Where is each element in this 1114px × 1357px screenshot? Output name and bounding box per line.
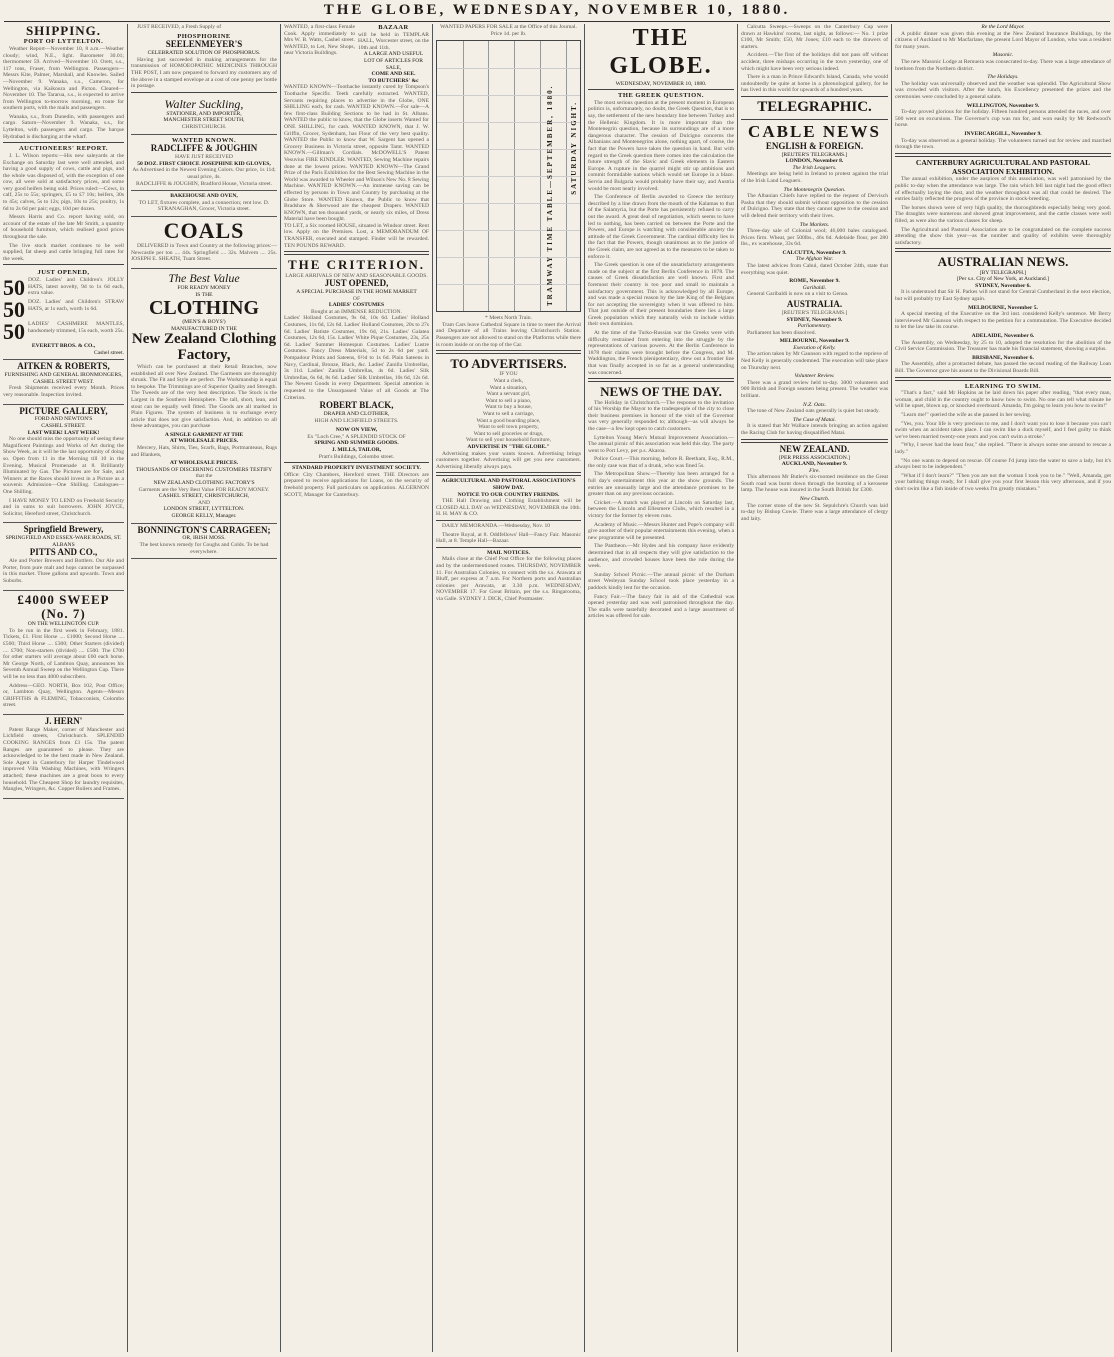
masthead: THE GLOBE, WEDNESDAY, NOVEMBER 10, 1880. xyxy=(323,2,791,18)
article-heading: CANTERBURY AGRICULTURAL AND PASTORAL ASSOCIATION EXHIBITION. xyxy=(915,157,1091,176)
column-3b: WANTED PAPERS FOR SALE at the Office of this Journal. Price 1d. per lb. TRAMWAY TIME TABLE—SEPTEMBER, 1880. SATURDAY NIGHT. * Meets North Train. Tram Cars leave Cathedral Square in time to meet the Arrival and Departure of all Trains leaving Christchurch Station. Passengers are not allowed to stand on the Platforms while there is room inside or on the top of the Car. TO ADVERTISERS. IF YOU Want a clerk, Want a situation, Want a servant girl, Want to sell a piano, Want to buy a house, Want to sell a carriage, Want a good boarding place, Want to sell town property, Want to sell groceries or drugs, Want to sell your household furniture, ADVERTISE IN "THE GLOBE." Advertising makes your wants known. Advertising brings customers together. Advertising will get you new customers. Advertising liberally always pays. AGRICULTURAL AND PASTORAL ASSOCIATION'S SHOW DAY. NOTICE TO OUR COUNTRY FRIENDS. THE Hall Drawing and Clothing Establishment will be CLOSED ALL DAY on WEDNESDAY, NOVEMBER the 10th. H. H. MAY & CO. DAILY MEMORANDA.—Wednesday, Nov. 10 Theatre Royal, at 8. Oddfellows' Hall—Fancy Fair. Masonic Hall, at 8. Temple Hall—Bazaar. MAIL NOTICES. Mails close at the Chief Post Office for the following places and by the undermentioned routes. THURSDAY, NOVEMBER 11. For Australian Colonies, to connect with the s.s. Arawata at Bluff, per express at 7 a.m. For Northern ports and Australian colonies per Arawata, at 3.30 p.m. WEDNESDAY, NOVEMBER 17. For Great Britain, per the s.s. Ringarooma, via Galle. SYDNEY J. DICK, Chief Postmaster. xyxy=(436,24,581,602)
ad-radcliffe: WANTED KNOWN. RADCLIFFE & JOUGHIN HAVE JUST RECEIVED 50 DOZ. FIRST CHOICE JOSEPHINE KID GLOVES, As Advertised in the Newest Evening Colors. Our price, 1s 11d; usual price, 4s. RADCLIFFE & JOUGHIN, Bradford House, Victoria street. xyxy=(131,135,277,192)
section-heading: CABLE NEWS xyxy=(748,121,881,141)
paper-date: WEDNESDAY, NOVEMBER 10, 1880. xyxy=(615,80,707,87)
ad-subheading: MANUFACTURED IN THE xyxy=(171,325,237,332)
telegram-heading: The Afghan War. xyxy=(795,256,834,263)
ad-heading: The Best Value xyxy=(168,270,240,285)
column-2: JUST RECEIVED, a Fresh Supply of PHOSPHORINE SEELENMEYER'S CELEBRATED SOLUTION OF PHOSPHORUS. Having just succeeded in making arrangements for the transmission of HOMOEOPATHIC MEDICINES THROUGH THE POST, I am now prepared to forward my customers any of the above in a stamped envelope at a cost of one penny per bottle in postage. Walter Suckling, STATIONER, AND IMPORTER, MANCHESTER STREET SOUTH, CHRISTCHURCH. WANTED KNOWN. RADCLIFFE & JOUGHIN HAVE JUST RECEIVED 50 DOZ. FIRST CHOICE JOSEPHINE KID GLOVES, As Advertised in the Newest Evening Colors. Our price, 1s 11d; usual price, 4s. RADCLIFFE & JOUGHIN, Bradford House, Victoria street. BAKEHOUSE AND OVEN, TO LET, fixtures complete, and a connection; rent low. D. STRANAGHAN, Grocer, Victoria street. COALS DELIVERED in Town and Country at the following prices:— Newcastle per ton .... 44s. Springfield .... 32s. Malvern .... 25s. JOSEPH E. SHEATH, Tuam Street. The Best Value FOR READY MONEY IS THE CLOTHING (MEN'S & BOYS') MANUFACTURED IN THE New Zealand Clothing Factory, Which can be purchased at their Retail Branches, now established all over New Zealand. The Garments are thoroughly shrunk. The Fit and Style are perfect. The Workmanship is equal to bespoke. The Trimmings are of Superior Quality and Strength. The Tweeds are of the very best description. The Stock is the Largest in the Southern Hemisphere. The tall, short, lean, and stout can be equally well fitted. The Goods are all marked in Plain Figures. The system of business is to exchange every article that does not give satisfaction. And, in addition to all these advantages, you can purchase A SINGLE GARMENT AT THE AT WHOLESALE PRICES. Mercery, Hats, Shirts, Ties, Scarfs, Bags, Portmanteaus, Rugs and Blankets, AT WHOLESALE PRICES. THOUSANDS OF DISCERNING CUSTOMERS TESTIFY that the NEW ZEALAND CLOTHING FACTORY'S Garments are the Very Best Value FOR READY MONEY. CASHEL STREET, CHRISTCHURCH, AND LONDON STREET, LYTTELTON. GEORGE KELLY, Manager. BONNINGTON'S CARRAGEEN; OR, IRISH MOSS. The best known remedy for Coughs and Colds. To be had everywhere. xyxy=(128,24,280,1352)
port-heading: PORT OF LYTTELTON. xyxy=(23,38,104,46)
ad-heading: ROBERT BLACK, xyxy=(319,400,394,411)
daily-memoranda: DAILY MEMORANDA.—Wednesday, Nov. 10 xyxy=(442,522,551,529)
ad-subheading: CELEBRATED SOLUTION OF PHOSPHORUS. xyxy=(147,50,261,57)
ad-heading: JUST OPENED, xyxy=(37,269,90,277)
ad-number: 50 xyxy=(3,297,25,323)
dateline: SYDNEY, November 9. xyxy=(786,316,843,323)
telegram-heading: Masonic. xyxy=(992,52,1014,59)
ad-heading: THE CRITERION. xyxy=(287,257,426,273)
ad-advertiser: EVERETT BROS. & CO., xyxy=(31,343,96,350)
ad-hern: J. HERN' Patent Range Maker, corner of Manchester and Lichfield streets, Christchurch. SPLENDID COOKING RANGES from £3 15s. The patent Ranges are guaranteed to please. They are acknowledged to be the best made in New Zealand. Sole Agent in Canterbury for Harper Tindelwood improved Villa Washing Machines, with Wringers attached; these machines are a great boon to every household. The Cheapest Shop for laundry requisites, Mangles, Wringers, &c. Copper Boilers and Frames. xyxy=(3,715,124,799)
telegram-heading: Parliamentary. xyxy=(797,323,832,330)
ad-advertiser: RADCLIFFE & JOUGHIN xyxy=(150,143,258,154)
ad-number: 50 xyxy=(3,319,25,345)
dateline: INVERCARGILL, November 9. xyxy=(964,130,1042,137)
ad-clothing-factory: The Best Value FOR READY MONEY IS THE CLOTHING (MEN'S & BOYS') MANUFACTURED IN THE New Zealand Clothing Factory, Which can be purchased at their Retail Branches, now established all over New Zealand. The Garments are thoroughly shrunk. The Fit and Style are perfect. The Workmanship is equal to bespoke. The Trimmings are of Superior Quality and Strength. The Tweeds are of the very best description. The Stock is the Largest in the Southern Hemisphere. The tall, short, lean, and stout can be equally well fitted. The Goods are all marked in Plain Figures. The system of business is to exchange every article that does not give satisfaction. And, in addition to all these advantages, you can purchase A SINGLE GARMENT AT THE AT WHOLESALE PRICES. Mercery, Hats, Shirts, Ties, Scarfs, Bags, Portmanteaus, Rugs and Blankets, AT WHOLESALE PRICES. THOUSANDS OF DISCERNING CUSTOMERS TESTIFY that the NEW ZEALAND CLOTHING FACTORY'S Garments are the Very Best Value FOR READY MONEY. CASHEL STREET, CHRISTCHURCH, AND LONDON STREET, LYTTELTON. GEORGE KELLY, Manager. xyxy=(131,269,277,524)
ad-number: 50 xyxy=(3,275,25,301)
dateline: MELBOURNE, November 5. xyxy=(968,304,1038,311)
ad-address: CASHEL STREET. xyxy=(41,423,86,430)
ad-sweep: £4000 SWEEP (No. 7) ON THE WELLINGTON CUP. To be run in the first week in February, 1881. Tickets, £1. First Horse .... £1000; Second Horse .... £500; Third Horse .... £300; Other Starters (divided) .... £700; Non-starters (divided) .... £500. The £700 for other starters will average about £60 each horse. Mr George North, of Lambton Quay, announces his Seventh Annual Sweep on the Wellington Cup. There will be no less than 4000 subscribers. Address—GEO. NORTH, Box 102, Post Office; or, Lambton Quay, Wellington. Agents—Messrs GRIFFITHS & FLEMING, Tobacconists, Colombo street. xyxy=(3,591,124,715)
dateline: WELLINGTON, November 9. xyxy=(966,102,1040,109)
ad-subheading: OR, IRISH MOSS. xyxy=(182,535,226,542)
dateline: BRISBANE, November 6. xyxy=(972,354,1034,361)
dateline: AUCKLAND, November 9. xyxy=(781,461,848,468)
ad-title: New Zealand Clothing Factory, xyxy=(131,331,277,364)
section-heading: TELEGRAPHIC. xyxy=(757,98,872,115)
ad-tagline: AT WHOLESALE PRICES. xyxy=(169,438,239,445)
ad-bakehouse: BAKEHOUSE AND OVEN, TO LET, fixtures complete, and a connection; rent low. D. STRANAGHAN, Grocer, Victoria street. xyxy=(131,191,277,217)
paper-title: THE GLOBE. xyxy=(609,25,713,80)
ad-tagline: COME AND SEE. xyxy=(371,71,416,78)
ad-heading: MAIL NOTICES. xyxy=(487,549,530,556)
telegram-heading: N.Z. Oats. xyxy=(802,401,826,408)
ad-heading: JUST OPENED, xyxy=(324,278,389,289)
dateline: CALCUTTA, November 9. xyxy=(782,249,847,256)
ad-picture-gallery: PICTURE GALLERY, FORD AND NEWTON'S CASHEL STREET. LAST WEEK! LAST WEEK! No one should miss the opportunity of seeing these Magnificent Paintings and Works of Art during the Show Week, as it will be the last opportunity of doing so. Open from 11 in the Morning till 10 in the Evening. Musical Promenade at 8. Brilliantly Illuminated by Gas. The Pictures are for Sale, and Winners at the Races should invest in a Picture as a souvenir. Admission—One Shilling. Catalogues—One Shilling. I HAVE MONEY TO LEND on Freehold Security and in sums to suit borrowers. JOHN JOYCE, Solicitor, Hereford street, Christchurch. xyxy=(3,405,124,524)
telegram-heading: Re the Lord Mayor. xyxy=(981,24,1025,30)
ad-heading: Springfield Brewery, xyxy=(23,524,104,535)
section-subheading: ENGLISH & FOREIGN. xyxy=(765,140,864,151)
ad-subheading: SPRINGFIELD AND ESSEX-WARE ROADS, ST. ALBANS xyxy=(5,535,122,548)
shipping-heading: SHIPPING. xyxy=(25,24,102,38)
ad-address: Cashel street. xyxy=(93,349,124,356)
telegram-heading: Execution of Kelly. xyxy=(793,344,836,351)
ad-tagline: AT WHOLESALE PRICES. xyxy=(169,460,239,467)
telegram-heading: The Montenegrin Question. xyxy=(783,186,846,193)
column-4: THE GLOBE. WEDNESDAY, NOVEMBER 10, 1880. THE GREEK QUESTION. The most serious question at the present moment in European politics is, unfortunately, no doubt, the Greek Question, that is to say, the settlement of the new boundary line between Turkey and the Hellenic Kingdom. It is more important than the Montenegrin question, because its surroundings are of a more dangerous character. The cession of Dulcigno concerns the Albanians and Montenegrins alone, nothing apart, of course, the fact that the Powers have taken the question in hand. But with regard to the Greek question there comes into the calculation the future strength of the Slavic and Greek elements in Eastern Europe. A rupture in the quarrel might stir up ambitions and commit formidable nations which would set Europe in a blaze. Servia and Bulgaria would probably have their say, and Austria would be most nearly involved. The Conference of Berlin awarded to Greece the territory described by a line drawn from the mouth of the Kalamas to that of the Salamyria, but the Porte has persistently refused to carry out the award. A great deal of negotiation, which seems to have led to nothing, has been carried on between the Porte and the Powers, and Europe is watching with considerable anxiety the attitude of the Greek Government. The cardinal difficulty lies in the fact that the Powers, though unanimous as to the justice of the Greek claim, are not agreed as to the measures to be taken to enforce it. The Greek question is one of the unsatisfactory arrangements made on the subject at the first Berlin Conference in 1878. The causes of Greek dissatisfaction are well known. First and foremost their country is too poor and small to maintain a satisfactory government. This is acknowledged by all Europe, and was made a special reason by the late King of the Belgians for not accepting the sovereignty when it was offered to him. That just outside of their present boundaries there lies a large Greek population which they naturally wish to include within their own dominion. At the time of the Turko-Russian war the Greeks were with difficulty restrained from entering into the struggle by the representations of various powers. At the Berlin Conference in 1878 their claims were brought before the Congress, and M. Waddington, the French plenipotentiary, drew out a frontier line that was finally accepted in so far as a general understanding was concerned. NEWS OF THE DAY. The Holiday in Christchurch.—The response to the invitation of his Worship the Mayor to the tradespeople of the city to close their business premises in honour of the visit of the Governor was very generally responded to; although—as will always be the case—a few kept open to catch customers. Lyttelton Young Men's Mutual Improvement Association.—The annual picnic of this association was held this day. The party went to Port Levy, per p.s. Akaroa. Police Court.—This morning, before R. Beetham, Esq., R.M., the only case was that of a drunk, who was fined 5s. The Metropolitan Show.—Thereby has been arranged for a full day's entertainment this year at the show grounds. The entries are unusually large and the attendance promises to be greater than on any previous occasion. Cricket.—A match was played at Lincoln on Saturday last, between the Lincoln and Ellesmere Clubs, which resulted in a victory for the former by eleven runs. Academy of Music.—Messrs Hunter and Pope's company will give another of their popular entertainments this evening, when a new programme will be presented. The Pantheon.—Mr Hydes and his company have evidently determined that in all respects they will give satisfaction to the audience, and crowded houses have been the rule during the week. Sunday School Picnic.—The annual picnic of the Durham street Wesleyan Sunday School took place yesterday in a paddock kindly lent for the occasion. Fancy Fair.—The fancy fair in aid of the Cathedral was opened yesterday and was well patronised throughout the day. The stalls were tastefully decorated and a large assortment of articles was offered for sale. xyxy=(588,25,734,620)
ad-heading: BAZAAR xyxy=(378,24,409,31)
ad-heading: NOW ON VIEW, xyxy=(335,427,378,434)
ad-heading: J. HERN' xyxy=(44,715,83,726)
ad-heading: TO ADVERTISERS. xyxy=(450,356,567,372)
ad-title: CLOTHING xyxy=(148,297,260,320)
telegram-heading: Fire. xyxy=(809,467,820,474)
dateline: ROME, November 9. xyxy=(789,278,840,285)
source-note: [BY TELEGRAPH.] xyxy=(979,269,1027,276)
source-note: [Per s.s. City of New York, at Auckland.] xyxy=(957,276,1049,283)
tramway-timetable xyxy=(436,40,581,312)
ad-heading: BAKEHOUSE AND OVEN, xyxy=(170,193,238,200)
telegram-heading: The Irish Leaguers. xyxy=(792,164,837,171)
ad-subheading: ON THE WELLINGTON CUP. xyxy=(27,621,100,628)
ad-bonnington: BONNINGTON'S CARRAGEEN; OR, IRISH MOSS. The best known remedy for Coughs and Colds. To be had everywhere. xyxy=(131,524,277,560)
source-note: [REUTER'S TELEGRAMS.] xyxy=(781,151,848,158)
ad-tagline: TO BUTCHERS' &c xyxy=(368,77,419,84)
shipping-text: Weather Report—November 10, 8 a.m.—Weather cloudy; wind, N.E., light. Barometer 30.01; thermometer 59. Arrived—November 10. Orett, s.s., 117 tons, Fraser, from Wellington. Passengers—Messrs Kite, Palmer, Marshall, and Knowles. Sailed—November 9. Wanaka, s.s., Cameron, for Wellington, via Kaikoura and Picton. Cleared—November 10. The Tararua, s.s., is expected to arrive from Wellington to-morrow morning, en route for southern ports, with the mails and passengers. xyxy=(3,45,124,112)
ad-subheading: SPRING AND SUMMER GOODS. xyxy=(314,440,399,447)
ad-subheading: (MEN'S & BOYS') xyxy=(182,319,226,326)
ad-subheading: FURNISHING AND GENERAL IRONMONGERS, xyxy=(4,372,123,379)
ad-tagline: NEW ZEALAND CLOTHING FACTORY'S xyxy=(153,480,255,487)
ad-address: CASHEL STREET WEST. xyxy=(33,378,94,385)
ad-tagline: LAST WEEK! LAST WEEK! xyxy=(27,429,100,436)
ad-address: CASHEL STREET, CHRISTCHURCH, xyxy=(158,493,250,500)
ad-subheading: STATIONER, AND IMPORTER, xyxy=(166,110,242,117)
telegram-heading: Garibaldi. xyxy=(802,284,827,291)
ad-heading: BONNINGTON'S CARRAGEEN; xyxy=(137,524,271,535)
ad-heading: AITKEN & ROBERTS, xyxy=(17,361,110,372)
column-1: SHIPPING. PORT OF LYTTELTON. Weather Report—November 10, 8 a.m.—Weather cloudy; wind, N.E., light. Barometer 30.01; thermometer 59. Arrived—November 10. Orett, s.s., 117 tons, Fraser, from Wellington. Passengers—Messrs Kite, Palmer, Marshall, and Knowles. Sailed—November 9. Wanaka, s.s., Cameron, for Wellington, via Kaikoura and Picton. Cleared—November 10. The Tararua, s.s., is expected to arrive from Wellington to-morrow morning, en route for southern ports, with the mails and passengers. Wanaka, s.s., from Dunedin, with passengers and cargo. Saturn—November 9. Wanaka, s.s., for Lyttelton, with passengers and cargo. The barque Hydrabad is discharging at the wharf. AUCTIONEERS' REPORT. J. L. Wilson reports:—His new saleyards at the Exchange on Saturday last were well attended, and having a good supply of cows, cattle and pigs, and the whole was disposed of, with the exception of one cow, all were sold at satisfactory prices, and some very good heifers being sold. Prices ruled:—Cows, in calf, 25s to 55s; springers, £5 to £7 10s; heifers, 30s to 45s; calves, 5s to 12s; pigs, 10s to 25s; poultry, 1s 6d to 2s 6d per pair; eggs, 10d per dozen. Messrs Harris and Co. report having sold, on account of the estate of the late Mr Smith, a quantity of household furniture, which realised good prices throughout the sale. The live stock market continues to be well supplied, fat sheep and cattle bringing full rates for the week. JUST OPENED, 50 DOZ. Ladies' and Children's JOLLY HATS, latest novelty, 9d to 1s 6d each, extra value. 50 DOZ. Ladies' and Children's STRAW HATS, at 1s each, worth 1s 6d. 50 LADIES' CASHMERE MANTLES, handsomely trimmed, 15s each, worth 25s. EVERETT BROS. & CO., Cashel street. AITKEN & ROBERTS, FURNISHING AND GENERAL IRONMONGERS, CASHEL STREET WEST. Fresh Shipments received every Month. Prices very reasonable. Inspection invited. PICTURE GALLERY, FORD AND NEWTON'S CASHEL STREET. LAST WEEK! LAST WEEK! No one should miss the opportunity of seeing these Magnificent Paintings and Works of Art during the Show Week, as it will be the last opportunity of doing so. Open from 11 in the Morning till 10 in the Evening. Musical Promenade at 8. Brilliantly Illuminated by Gas. The Pictures are for Sale, and Winners at the Races should invest in a Picture as a souvenir. Admission—One Shilling. Catalogues—One Shilling. I HAVE MONEY TO LEND on Freehold Security and in sums to suit borrowers. JOHN JOYCE, Solicitor, Hereford street, Christchurch. Springfield Brewery, SPRINGFIELD AND ESSEX-WARE ROADS, ST. ALBANS PITTS AND CO., Ale and Porter Brewers and Bottlers. Our Ale and Porter, from pure malt and hops cannot be surpassed in this market. Three gallons and upwards. Town and Suburbs. £4000 SWEEP (No. 7) ON THE WELLINGTON CUP. To be run in the first week in February, 1881. Tickets, £1. First Horse .... £1000; Second Horse .... £500; Third Horse .... £300; Other Starters (divided) .... £700; Non-starters (divided) .... £500. The £700 for other starters will average about £60 each horse. Mr George North, of Lambton Quay, announces his Seventh Annual Sweep on the Wellington Cup. There will be no less than 4000 subscribers. Address—GEO. NORTH, Box 102, Post Office; or, Lambton Quay, Wellington. Agents—Messrs GRIFFITHS & FLEMING, Tobacconists, Colombo street. J. HERN' Patent Range Maker, corner of Manchester and Lichfield streets, Christchurch. SPLENDID COOKING RANGES from £3 15s. The patent Ranges are guaranteed to please. They are acknowledged to be the best made in New Zealand. Sole Agent in Canterbury for Harper Tindelwood improved Villa Washing Machines, with Wringers attached; these machines are a great boon to every household. The Cheapest Shop for laundry requisites, Mangles, Wringers, &c. Copper Boilers and Frames. xyxy=(0,24,127,1352)
dateline: SYDNEY, November 6. xyxy=(975,282,1031,289)
dateline: ADELAIDE, November 6. xyxy=(971,332,1035,339)
dateline: MELBOURNE, November 9. xyxy=(779,338,850,345)
column-6: Re the Lord Mayor. A public dinner was given this evening at the New Zealand Insurance Buildings, by the citizens of Auckland to Mr Macfarlane, the present Lord Mayor of London, who was a resident for many years. Masonic. The new Masonic Lodge at Remuera was consecrated to-day. There was a large attendance of brethren from the Northern district. The Holidays. The holiday was universally observed and the weather was splendid. The Agricultural Show was crowded with visitors. After the lunch, his Excellency presented the prizes and the ceremonies were concluded by a general salute. WELLINGTON, November 9. To-day proved glorious for the holiday. Fifteen hundred persons attended the races, and over 500 went on excursions. The Governor's cup was run for, and won easily by Mr Redwood's horse. INVERCARGILL, November 9. To-day was observed as a general holiday. The volunteers turned out for review and marched through the town. CANTERBURY AGRICULTURAL AND PASTORAL ASSOCIATION EXHIBITION. The annual exhibition, under the auspices of this association, was well patronised by the public to-day when the attendance was large. The rain which fell last night had the good effect of effectually laying the dust, and the weather throughout was all that could be desired. The entries fairly reflected the progress of the province in stock-breeding. The horses shown were of very high quality, the thoroughbreds especially being very good. The draughts were numerous and showed great improvement, and the cattle classes were well filled, as were also the various classes for sheep. The Agricultural and Pastoral Association are to be congratulated on the complete success attending the show this year—as the number and quality of exhibits were thoroughly satisfactory. AUSTRALIAN NEWS. [BY TELEGRAPH.] [Per s.s. City of New York, at Auckland.] SYDNEY, November 6. It is understood that Sir H. Parkes will not stand for Central Cumberland in the next election, but will probably try East Sydney again. MELBOURNE, November 5. A special meeting of the Executive on the 3rd inst. considered Kelly's sentence. Mr Berry interviewed Mr Gaunson with respect to the petition for a commutation. The Executive decided to let the law take its course. ADELAIDE, November 6. The Assembly, on Wednesday, by 25 to 10, adopted the resolution for the abolition of the Civil Service Commission. The Treasurer has made his financial statement, showing a surplus. BRISBANE, November 6. The Assembly, after a protracted debate, has passed the second reading of the Railway Loan Bill. The Governor gave his assent to the Divisional Boards Bill. LEARNING TO SWIM. "That's a fact," said Mr Hopkins as he laid down his paper after reading, "that every man, woman, and child in the country ought to know how to swim. No one can tell what minute he will be upset, blown up, or knocked overboard. Amanda, I'm going to learn you how to swim!" "Learn me!" queried the wife as she paused in her sewing. "Yes, you. Your life is very precious to me, and I don't want you to lose it because you can't swim when an accident takes place. I can swim like a duck myself, and I feel guilty to think we've been married twenty-one years and you can't swim a stroke." "Why, I never had the least fear," she replied. "There is always some one around to rescue a lady." "No one wants to depend on rescue. Of course I'd jump into the water to save a lady, but it's always best to be independent." "What if I don't learn?" "Then you are not the woman I took you to be." "Well, Amanda, get your bathing things ready, for I shall give you your first lesson this very afternoon, and if you don't swim like a fish inside of two weeks I'm greatly mistaken." xyxy=(895,24,1111,492)
timetable-note: SATURDAY NIGHT. xyxy=(569,101,578,195)
column-3: WANTED, a first-class Female Cook. Apply immediately to Mrs W. B. Watts, Cashel street. WANTED, to Let, New Shops, near Victoria Buildings. BAZAAR will be held in TEMPLAR HALL, Worcester street, on the 10th and 11th. A LARGE AND USEFUL LOT OF ARTICLES FOR SALE, COME AND SEE. TO BUTCHERS' &c WANTED KNOWN—Toothache instantly cured by Tompson's Toothache Specific. Teeth carefully extracted. WANTED, Servants requiring places to advertise in the Globe, ONE SHILLING each, for cash. WANTED KNOWN.—For sale—A few first-class Building Sections to be had in St. Albans. WANTED the public to know, that the Globe inserts Wanted for ONE SHILLING, for cash. WANTED KNOWN, that J. W. Griffin, Grocer, Sydenham, has Flour of the very best quality. WANTED the Public to know that W. Sargent has opened a Grocery Business in Victoria street, opposite Tamt. WANTED KNOWN.—Gillman's Cordials. McDOWELL'S Patent Vesuvius FIRE KINDLER. WANTED, Sewing Machine repairs done at the lowest prices. WANTED KNOWN—The Grand Prize of the Paris Exhibition for the Best Sewing Machine in the World was awarded to Wheeler and Wilson's New No. 8 Sewing Machine. WANTED KNOWN.—An immense saving can be effected by persons in Town and Country by purchasing at the Globe Store. WANTED Known, the Public to know that Bradshaw & Sherwood are the cheapest Drapers. WANTED KNOWN, that ten thousand yards, or nearly six miles, of Dress Material have been bought. TO LET, a Six roomed HOUSE, situated in Windsor street. Rent low. Apply on the Premises. Lost, a MEMORANDUM OF TRANSFER, executed and stamped. Finder will be rewarded. TEN POUNDS REWARD. THE CRITERION. LARGE ARRIVALS OF NEW AND SEASONABLE GOODS. JUST OPENED, A SPECIAL PURCHASE IN THE HOME MARKET OF LADIES' COSTUMES Bought at an IMMENSE REDUCTION. Ladies' Holland Costumes, 9s 6d, 10s 6d. Ladies' Holland Costumes, 11s 6d, 12s 6d. Ladies' Holland Costumes, 20s to 27s 6d. Ladies' Batiste Costumes, 19s 6d, 21s. Ladies' Galatea Costumes, 12s 6d, 15s. Ladies' White Pique Costumes, 23s, 25s 6d. Ladies' Summer Homespun Costumes. Ladies' Lustre Costumes. Fancy Dress Materials, 5d to 2s 6d per yard. Pompadour Prints and Sateens, 6½d to 1s 6d. Plain Sateens in Navy, Cardinal, Bronze, Black, &c. Ladies' Zanilla Umbrellas, 3s 11d. Ladies' Zanilla Umbrellas, 4s 6d. Ladies' Silk Umbrellas, 6s 6d, 8s 6d. Ladies' Silk Umbrellas, 10s 6d, 12s 6d. The Newest Goods in every Department. Special attention is requested to the Unsurpassed Value of all Goods at The Criterion. ROBERT BLACK, DRAPER AND CLOTHIER, HIGH AND LICHFIELD STREETS. NOW ON VIEW, Ex "Loch Cree," A SPLENDID STOCK OF SPRING AND SUMMER GOODS. J. MILLS, TAILOR, Pratt's Buildings, Colombo street. STANDARD PROPERTY INVESTMENT SOCIETY. Office: City Chambers, Hereford street. THE Directors are prepared to receive applications for Loans, on the security of freehold property. Full particulars on application. ALGERNON SCOTT, Manager for Canterbury. xyxy=(284,24,429,498)
ad-tagline: THOUSANDS OF DISCERNING CUSTOMERS TESTIFY xyxy=(135,466,273,473)
ad-heading: COALS xyxy=(163,217,245,243)
ad-subheading: NOTICE TO OUR COUNTRY FRIENDS. xyxy=(457,491,560,498)
section-heading: NEW ZEALAND. xyxy=(779,443,850,454)
ad-tagline: 50 DOZ. FIRST CHOICE JOSEPHINE KID GLOVES, xyxy=(137,160,271,167)
ad-address: LONDON STREET, LYTTELTON. xyxy=(163,506,245,513)
ad-subheading: DRAPER AND CLOTHIER, xyxy=(323,411,390,418)
ad-signature: GEORGE KELLY, Manager. xyxy=(171,513,237,519)
ad-springfield: Springfield Brewery, SPRINGFIELD AND ESSEX-WARE ROADS, ST. ALBANS PITTS AND CO., Ale and Porter Brewers and Bottlers. Our Ale and Porter, from pure malt and hops cannot be surpassed in this market. Three gallons and upwards. Town and Suburbs. xyxy=(3,523,124,590)
ad-aitken: AITKEN & ROBERTS, FURNISHING AND GENERAL IRONMONGERS, CASHEL STREET WEST. Fresh Shipments received every Month. Prices very reasonable. Inspection invited. xyxy=(3,360,124,404)
ad-heading: Walter Suckling, xyxy=(164,96,244,111)
ad-heading: SEELENMEYER'S xyxy=(165,39,243,50)
timetable-title: TRAMWAY TIME TABLE—SEPTEMBER, 1880. xyxy=(545,84,554,307)
ad-advertiser: PITTS AND CO., xyxy=(29,547,98,558)
ad-heading: WANTED KNOWN. xyxy=(171,136,237,144)
ad-subheading: A SPECIAL PURCHASE IN THE HOME MARKET xyxy=(296,289,417,296)
article-heading: LEARNING TO SWIM. xyxy=(964,382,1042,390)
ad-heading: £4000 SWEEP (No. 7) xyxy=(17,591,110,621)
dateline: LONDON, November 8. xyxy=(785,158,844,165)
ad-subheading: IS THE xyxy=(195,291,213,298)
ad-subheading: FORD AND NEWTON'S xyxy=(34,416,93,423)
section-heading: AUSTRALIA. xyxy=(786,299,843,310)
ad-subheading: A LARGE AND USEFUL LOT OF ARTICLES FOR SALE, xyxy=(363,51,424,71)
section-heading: AUSTRALIAN NEWS. xyxy=(937,254,1069,270)
telegram-heading: The Markets. xyxy=(799,221,830,228)
telegram-heading: Volunteer Review. xyxy=(794,373,835,380)
column-5: Calcutta Sweeps.—Sweeps on the Canterbury Cup were drawn at Hawkins' rooms, last night, as follows:— No. 1 prize £100, Mr Smith; £50, Mr Jones; £10 each to the drawers of starters. Accident.—The first of the holidays did not pass off without accident, three mishaps occurring in the town yesterday, one of which might have been very serious indeed. There is a man in Prince Edward's Island, Canada, who would undoubtedly be quite at home in a phrenological gallery, for he has lived in this world for upwards of a hundred years. TELEGRAPHIC. CABLE NEWS ENGLISH & FOREIGN. [REUTER'S TELEGRAMS.] LONDON, November 8. The Irish Leaguers. Meetings are being held in Ireland to protest against the trial of the Irish Land Leaguers. The Montenegrin Question. The Albanian Chiefs have replied to the request of Dervisch Pasha that they should submit without opposition to the cession of Dulcigno. They state that they cannot agree to the cession and will defend their territory with their lives. The Markets. Three-day sale of Colonial wool; 46,000 bales catalogued. Prices firm. Wheat, per 500lbs., 46s 6d. Adelaide flour, per 280 lbs., ex warehouse, 33s 6d. CALCUTTA, November 9. The Afghan War. The latest advices from Cabul, dated October 24th, state that everything was quiet. ROME, November 9. Garibaldi. General Garibaldi is now on a visit to Genoa. AUSTRALIA. [REUTER'S TELEGRAMS.] SYDNEY, November 9. Parliamentary. Parliament has been dissolved. MELBOURNE, November 9. Execution of Kelly. The action taken by Mr Gaunson with regard to the reprieve of Ned Kelly is generally condemned. The execution will take place on Thursday next. Volunteer Review. There was a grand review held to-day. 3000 volunteers and 900 British and Foreign seamen being present. The weather was brilliant. N.Z. Oats. The tone of New Zealand oats generally is quiet but steady. The Case of Matai. It is stated that Mr Wallace intends bringing an action against the Racing Club for having disqualified Matai. NEW ZEALAND. [PER PRESS ASSOCIATION.] AUCKLAND, November 9. Fire. This afternoon Mr Butler's six-roomed residence on the Great South road was burnt down through the bursting of a kerosene lamp. The house was insured in the South British for £300. New Church. The corner stone of the new St. Sepulchre's Church was laid to-day by Bishop Cowie. There was a large attendance of clergy and laity. xyxy=(741,24,888,522)
masthead-rule xyxy=(4,21,1110,22)
section-heading: NEWS OF THE DAY. xyxy=(600,384,722,400)
ad-coals: COALS DELIVERED in Town and Country at the following prices:— Newcastle per ton .... 44s. Springfield .... 32s. Malvern .... 25s. JOSEPH E. SHEATH, Tuam Street. xyxy=(131,217,277,269)
telegram-heading: The Case of Matai. xyxy=(793,416,836,423)
ad-heading: PHOSPHORINE xyxy=(177,32,231,40)
ad-walter-suckling: Walter Suckling, STATIONER, AND IMPORTER, MANCHESTER STREET SOUTH, CHRISTCHURCH. xyxy=(131,95,277,135)
telegram-heading: New Church. xyxy=(799,496,830,503)
ad-advertiser: J. MILLS, TAILOR, xyxy=(331,447,382,454)
ad-just-opened: JUST OPENED, 50 DOZ. Ladies' and Children's JOLLY HATS, latest novelty, 9d to 1s 6d each, extra value. 50 DOZ. Ladies' and Children's STRAW HATS, at 1s each, worth 1s 6d. 50 LADIES' CASHMERE MANTLES, handsomely trimmed, 15s each, worth 25s. EVERETT BROS. & CO., Cashel street. xyxy=(3,267,124,360)
ad-subheading: LADIES' COSTUMES xyxy=(328,302,385,309)
article-heading: THE GREEK QUESTION. xyxy=(618,92,704,100)
ad-subheading: FOR READY MONEY xyxy=(177,285,231,292)
ad-heading: AGRICULTURAL AND PASTORAL ASSOCIATION'S SHOW DAY. xyxy=(441,478,576,491)
ad-heading: STANDARD PROPERTY INVESTMENT SOCIETY. xyxy=(292,465,421,472)
auctioneers-heading: AUCTIONEERS' REPORT. xyxy=(18,145,109,153)
ad-address: MANCHESTER STREET SOUTH, xyxy=(163,117,245,124)
source-note: [PER PRESS ASSOCIATION.] xyxy=(778,454,851,461)
ad-heading: PICTURE GALLERY, xyxy=(19,405,108,416)
telegram-heading: The Holidays. xyxy=(987,74,1019,81)
